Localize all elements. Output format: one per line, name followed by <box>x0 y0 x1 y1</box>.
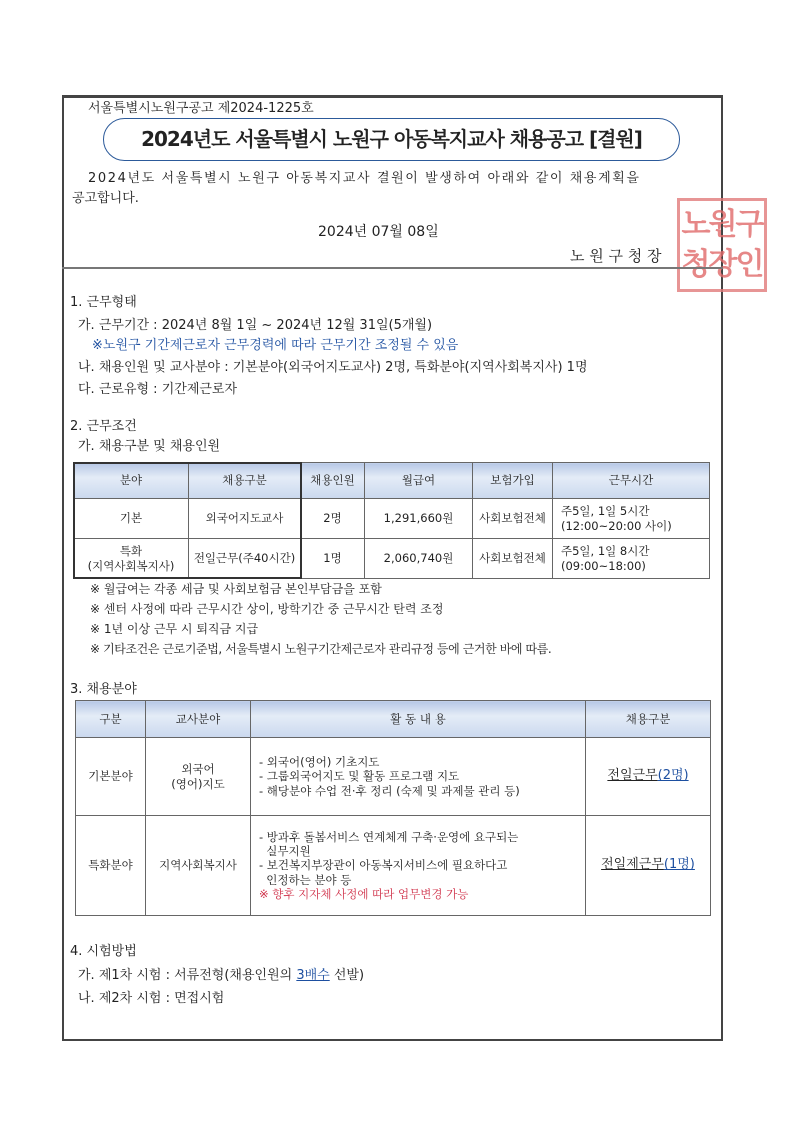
table-cell-text: 가. 제1차 시험 : 서류전형(채용인원의 <box>78 968 297 983</box>
table-row <box>76 738 711 816</box>
hire-count: (2명) <box>657 768 689 784</box>
table-cell-text: (영어)지도 <box>171 776 225 791</box>
note: ※ 월급여는 각종 세금 및 사회보험금 본인부담금을 포함 <box>90 582 382 596</box>
intro-line-2: 공고합니다. <box>72 191 139 206</box>
table-cell-text: 선발) <box>329 968 365 983</box>
table-cell <box>76 701 711 738</box>
note: ※ 1년 이상 근무 시 퇴직금 지급 <box>90 622 259 636</box>
table-cell-text: 1명 <box>301 539 365 579</box>
official-seal: 노원구 청장인 <box>677 198 767 292</box>
table-cell-text: 외국어 <box>181 762 215 777</box>
issuer: 노 원 구 청 장 <box>570 247 662 265</box>
notice-date: 2024년 07월 08일 <box>318 224 439 240</box>
hire-type: 전일제근무 <box>601 857 664 873</box>
table-cell-text: 전일근무(주40시간) <box>189 539 301 579</box>
section-1-heading: 1. 근무형태 <box>70 295 137 310</box>
section-2-heading: 2. 근무조건 <box>70 419 137 434</box>
col-header: 보험가입 <box>473 463 553 499</box>
table-cell-text: 3배수 <box>296 968 330 983</box>
work-period-note: ※노원구 기간제근로자 근무경력에 따라 근무기간 조정될 수 있음 <box>92 338 459 353</box>
table-cell-text: 인정하는 분야 등 <box>259 872 352 887</box>
employment-type: 다. 근로유형 : 기간제근로자 <box>78 382 238 397</box>
table-cell-text: (12:00~20:00 사이) <box>561 518 672 533</box>
section-3-heading: 3. 채용분야 <box>70 682 137 697</box>
page-title: 2024년도 서울특별시 노원구 아동복지교사 채용공고 [결원] <box>103 118 680 161</box>
table-cell-text: 실무지원 <box>259 843 311 858</box>
section-4-heading: 4. 시험방법 <box>70 944 137 959</box>
col-header: 월급여 <box>365 463 473 499</box>
col-header: 활 동 내 용 <box>251 701 586 738</box>
table-cell <box>146 738 251 816</box>
col-header: 근무시간 <box>553 463 710 499</box>
col-header: 채용인원 <box>301 463 365 499</box>
table-cell-text: - 해당분야 수업 전·후 정리 (숙제 및 과제물 관리 등) <box>259 783 520 798</box>
hire-count: (1명) <box>663 857 695 873</box>
table-cell-text: 특화분야 <box>76 816 146 916</box>
table-cell <box>251 738 586 816</box>
section-2-sub: 가. 채용구분 및 채용인원 <box>78 439 221 454</box>
work-period: 가. 근무기간 : 2024년 8월 1일 ~ 2024년 12월 31일(5개월) <box>78 318 433 333</box>
table-cell-text: - 보건복지부장관이 아동복지서비스에 필요하다고 <box>259 858 508 873</box>
table-cell-text: 1,291,660원 <box>365 499 473 539</box>
col-header: 구분 <box>76 701 146 738</box>
table-cell-text: 2명 <box>301 499 365 539</box>
table-cell-text: (09:00~18:00) <box>561 558 646 573</box>
doc-number: 서울특별시노원구공고 제2024-1225호 <box>88 101 314 116</box>
table-cell-text: 주5일, 1일 5시간 <box>561 504 650 519</box>
col-header: 채용구분 <box>586 701 711 738</box>
intro-line-1: 2024년도 서울특별시 노원구 아동복지교사 결원이 발생하여 아래와 같이 채용계획을 <box>88 171 641 186</box>
table-cell <box>553 539 710 579</box>
table-cell-text: 사회보험전체 <box>473 499 553 539</box>
divider <box>62 267 723 269</box>
table-cell <box>586 738 711 816</box>
table-row <box>76 816 711 916</box>
table-cell-text: 외국어지도교사 <box>189 499 301 539</box>
fields-table <box>75 700 711 916</box>
table-cell <box>553 499 710 539</box>
note: ※ 센터 사정에 따라 근무시간 상이, 방학기간 중 근무시간 탄력 조정 <box>90 602 444 616</box>
table-cell-text: (지역사회복지사) <box>87 558 175 573</box>
col-header: 교사분야 <box>146 701 251 738</box>
table-cell-text: 기본 <box>74 499 189 539</box>
hire-type: 전일근무 <box>607 768 658 784</box>
change-note: ※ 향후 지자체 사정에 따라 업무변경 가능 <box>259 887 469 902</box>
table-cell-text: - 방과후 돌봄서비스 연계체계 구축·운영에 요구되는 <box>259 829 519 844</box>
exam-2: 나. 제2차 시험 : 면접시험 <box>78 991 225 1006</box>
col-header: 채용구분 <box>189 463 301 499</box>
highlight-box <box>73 462 302 579</box>
table-cell <box>586 816 711 916</box>
note: ※ 기타조건은 근로기준법, 서울특별시 노원구기간제근로자 관리규정 등에 근거한 바에 따름. <box>90 642 552 656</box>
table-cell-text: 2,060,740원 <box>365 539 473 579</box>
table-cell <box>251 816 586 916</box>
hiring-count: 나. 채용인원 및 교사분야 : 기본분야(외국어지도교사) 2명, 특화분야(지역사회복지사) 1명 <box>78 360 588 375</box>
table-cell-text: 지역사회복지사 <box>146 816 251 916</box>
col-header: 분야 <box>74 463 189 499</box>
table-cell-text: 기본분야 <box>76 738 146 816</box>
table-cell-text: 주5일, 1일 8시간 <box>561 544 650 559</box>
table-cell-text: - 외국어(영어) 기초지도 <box>259 754 380 769</box>
exam-1 <box>78 964 364 983</box>
table-cell-text: 특화 <box>119 544 143 559</box>
table-cell-text: 사회보험전체 <box>473 539 553 579</box>
table-cell-text: - 그룹외국어지도 및 활동 프로그램 지도 <box>259 769 460 784</box>
